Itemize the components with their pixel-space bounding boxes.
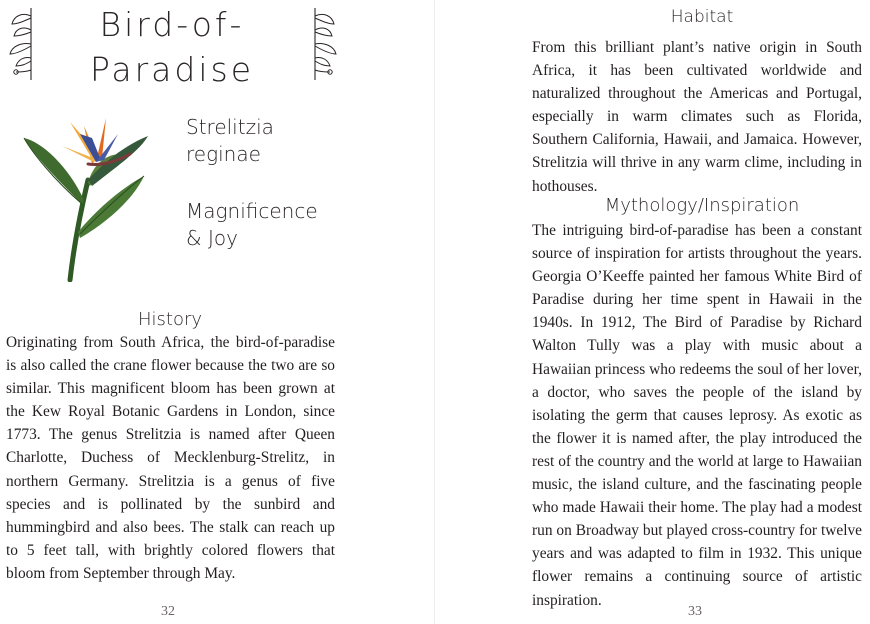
title-line-1: Bird-of- <box>99 5 245 44</box>
floral-flourish-icon <box>310 6 342 82</box>
mythology-heading: Mythology/Inspiration <box>604 195 800 216</box>
title-line-2: Paradise <box>89 50 255 89</box>
flower-meaning <box>186 198 318 252</box>
page-number: 33 <box>688 604 702 619</box>
scientific-name-line-1: Strelitzia <box>186 115 274 139</box>
meaning-line-1: Magnificence <box>186 199 318 223</box>
history-heading: History <box>137 309 203 330</box>
mythology-paragraph: The intriguing bird-of-paradise has been a constant source of inspiration for artists throughout the years. Georgia O’Keeffe painted her famous White Bird of Paradise during her time spent in Hawaii in the 1940s. In 1912, The Bird of Paradise by Richard Walton Tully was a play with music about a Hawaiian princess who redeems the soul of her lover, a doctor, who saves the people of the island by isolating the germ that causes leprosy. As exotic as the flower it is named after, the play introduced the rest of the country and the world at large to Hawaiian music, the island culture, and the fascinating people who made Hawaii their home. The play had a modest run on Broadway but played cross-country for twelve years and was adapted to film in 1932. This unique flower remains a continuing source of artistic inspiration. <box>532 222 862 609</box>
meaning-line-2: & Joy <box>186 226 238 250</box>
history-paragraph: Originating from South Africa, the bird-of-paradise is also called the crane flower because the two are so similar. This magnificent bloom has been grown at the Kew Royal Botanic Gardens in London, since 1773. The genus Strelitzia is named after Queen Charlotte, Duchess of Mecklenburg-Strelitz, in northern Germany. Strelitzia is a genus of five species and is pollinated by the sunbird and hummingbird and also bees. The stalk can reach up to 5 feet tall, with brightly colored flowers that bloom from September through May. <box>6 334 335 582</box>
bird-of-paradise-illustration <box>22 104 152 282</box>
page-number: 32 <box>161 604 175 619</box>
right-page <box>435 0 870 624</box>
floral-flourish-icon <box>4 6 36 82</box>
flower-title <box>60 2 284 92</box>
scientific-name-line-2: reginae <box>186 142 261 166</box>
habitat-heading: Habitat <box>670 7 734 27</box>
scientific-name <box>186 114 274 168</box>
habitat-paragraph: From this brilliant plant’s native origin in South Africa, it has been cultivated worldwide and naturalized throughout the Americas and Portugal, especially in warm climates such as Florida, Southern California, Hawaii, and Jamaica. However, Strelitzia will thrive in any warm clime, including in hothouses. <box>532 39 862 195</box>
